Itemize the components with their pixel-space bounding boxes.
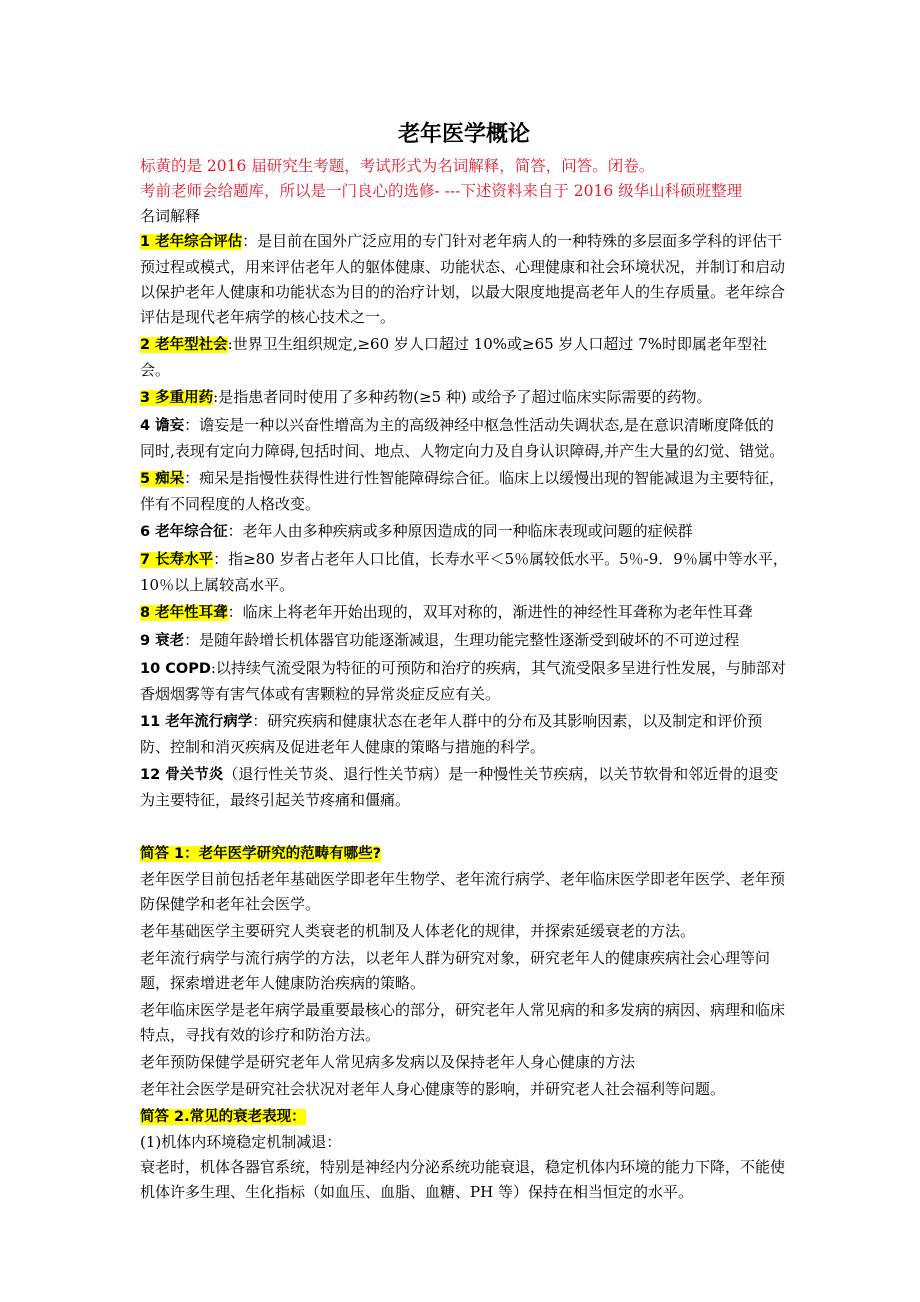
term-separator: ： — [213, 550, 229, 568]
term-name: 5 痴呆 — [140, 471, 185, 487]
term-definition: 谵妄是一种以兴奋性增高为主的高级神经中枢急性活动失调状态,是在意识清晰度降低的同时,表现有定向力障碍,包括时间、地点、人物定向力及自身认识障碍,并产生大量的幻觉、错觉。 — [140, 416, 785, 460]
question-2-paragraph: 衰老时，机体各器官系统，特别是神经内分泌系统功能衰退，稳定机体内环境的能力下降，不能使机体许多生理、生化指标（如血压、血脂、血糖、PH 等）保持在相当恒定的水平。 — [140, 1158, 786, 1201]
term-name: 4 谵妄 — [140, 418, 185, 434]
term-name: 9 衰老 — [140, 633, 185, 649]
question-2-heading: 简答 2.常见的衰老表现： — [140, 1109, 306, 1125]
term-name: 10 COPD — [140, 661, 211, 677]
answer-paragraph: 老年流行病学与流行病学的方法，以老年人群为研究对象，研究老年人的健康疾病社会心理等问题，探索增进老年人健康防治疾病的策略。 — [140, 949, 771, 992]
term-entry — [140, 413, 788, 464]
term-entry — [140, 628, 788, 654]
term-definition: 痴呆是指慢性获得性进行性智能障碍综合征。临床上以缓慢出现的智能减退为主要特征，伴有不同程度的人格改变。 — [140, 469, 785, 513]
term-name: 3 多重用药 — [140, 390, 214, 406]
term-list — [140, 229, 788, 813]
term-entry — [140, 656, 788, 707]
term-separator: : — [227, 335, 233, 353]
term-definition: （退行性关节炎、退行性关节病）是一种慢性关节疾病，以关节软骨和邻近骨的退变为主要特征，最终引起关节疼痛和僵痛。 — [140, 765, 779, 809]
term-entry — [140, 600, 788, 626]
term-entry — [140, 385, 788, 411]
term-definition: 以持续气流受限为特征的可预防和治疗的疾病，其气流受限多呈进行性发展，与肺部对香烟烟雾等有害气体或有害颗粒的异常炎症反应有关。 — [140, 659, 786, 703]
exam-note-1: 标黄的是 2016 届研究生考题，考试形式为名词解释，简答，问答。闭卷。 — [140, 157, 655, 175]
term-separator: : — [213, 388, 219, 406]
term-name: 8 老年性耳聋 — [140, 605, 228, 621]
term-name: 6 老年综合征 — [140, 524, 228, 540]
term-entry — [140, 332, 788, 383]
term-definition: 指≥80 岁者占老年人口比值，长寿水平＜5％属较低水平。5％-9．9％属中等水平，10％以上属较高水平。 — [140, 550, 788, 594]
document-title: 老年医学概论 — [397, 122, 530, 147]
term-name: 1 老年综合评估 — [140, 234, 243, 250]
term-name: 7 长寿水平 — [140, 552, 214, 568]
term-entry — [140, 547, 788, 598]
term-separator: : — [210, 659, 216, 677]
question-2-subheading: (1)机体内环境稳定机制减退： — [140, 1133, 342, 1151]
term-separator: ： — [184, 416, 200, 434]
question-1-answer — [140, 867, 788, 1102]
term-definition: 老年人由多种疾病或多种原因造成的同一种临床表现或问题的症候群 — [242, 522, 693, 540]
term-entry — [140, 519, 788, 545]
document-page — [140, 118, 788, 1205]
term-entry — [140, 762, 788, 813]
term-definition: 是随年龄增长机体器官功能逐渐减退，生理功能完整性逐渐受到破坏的不可逆过程 — [199, 631, 740, 649]
term-definition: 研究疾病和健康状态在老年人群中的分布及其影响因素，以及制定和评价预防、控制和消灭疾病及促进老年人健康的策略与措施的科学。 — [140, 712, 763, 756]
term-definition: 世界卫生组织规定,≥60 岁人口超过 10%或≥65 岁人口超过 7%时即属老年型社会。 — [140, 335, 767, 379]
term-name: 2 老年型社会 — [140, 337, 228, 353]
term-entry — [140, 466, 788, 517]
term-name: 11 老年流行病学 — [140, 714, 253, 730]
term-separator: ： — [184, 469, 200, 487]
answer-paragraph: 老年基础医学主要研究人类衰老的机制及人体老化的规律，并探索延缓衰老的方法。 — [140, 922, 696, 940]
question-1-heading: 简答 1：老年医学研究的范畴有哪些? — [140, 846, 382, 862]
answer-paragraph: 老年医学目前包括老年基础医学即老年生物学、老年流行病学、老年临床医学即老年医学、老年预防保健学和老年社会医学。 — [140, 870, 786, 913]
term-separator: ： — [242, 232, 258, 250]
term-entry — [140, 229, 788, 330]
term-name: 12 骨关节炎 — [140, 767, 224, 783]
answer-paragraph: 老年社会医学是研究社会状况对老年人身心健康等的影响，并研究老人社会福利等问题。 — [140, 1080, 726, 1098]
term-separator: ： — [252, 712, 268, 730]
answer-paragraph: 老年临床医学是老年病学最重要最核心的部分，研究老年人常见病的和多发病的病因、病理和临床特点，寻找有效的诊疗和防治方法。 — [140, 1001, 786, 1044]
exam-note-2: 考前老师会给题库，所以是一门良心的选修- ---下述资料来自于 2016 级华山科硕班整理 — [140, 182, 743, 200]
term-entry — [140, 709, 788, 760]
term-definition: 是指患者同时使用了多种药物(≥5 种) 或给予了超过临床实际需要的药物。 — [218, 388, 712, 406]
term-separator: ： — [227, 603, 243, 621]
section-label: 名词解释 — [140, 207, 201, 225]
term-definition: 临床上将老年开始出现的，双耳对称的，渐进性的神经性耳聋称为老年性耳聋 — [242, 603, 753, 621]
term-separator: ： — [227, 522, 243, 540]
term-separator: ： — [184, 631, 200, 649]
term-definition: 是目前在国外广泛应用的专门针对老年病人的一种特殊的多层面多学科的评估干预过程或模式，用来评估老年人的躯体健康、功能状态、心理健康和社会环境状况，并制订和启动以保护老年人健康和功能状态为目的的治疗计划，以最大限度地提高老年人的生存质量。老年综合评估是现代老年病学的核心技术之一。 — [140, 232, 786, 326]
answer-paragraph: 老年预防保健学是研究老年人常见病多发病以及保持老年人身心健康的方法 — [140, 1053, 636, 1071]
